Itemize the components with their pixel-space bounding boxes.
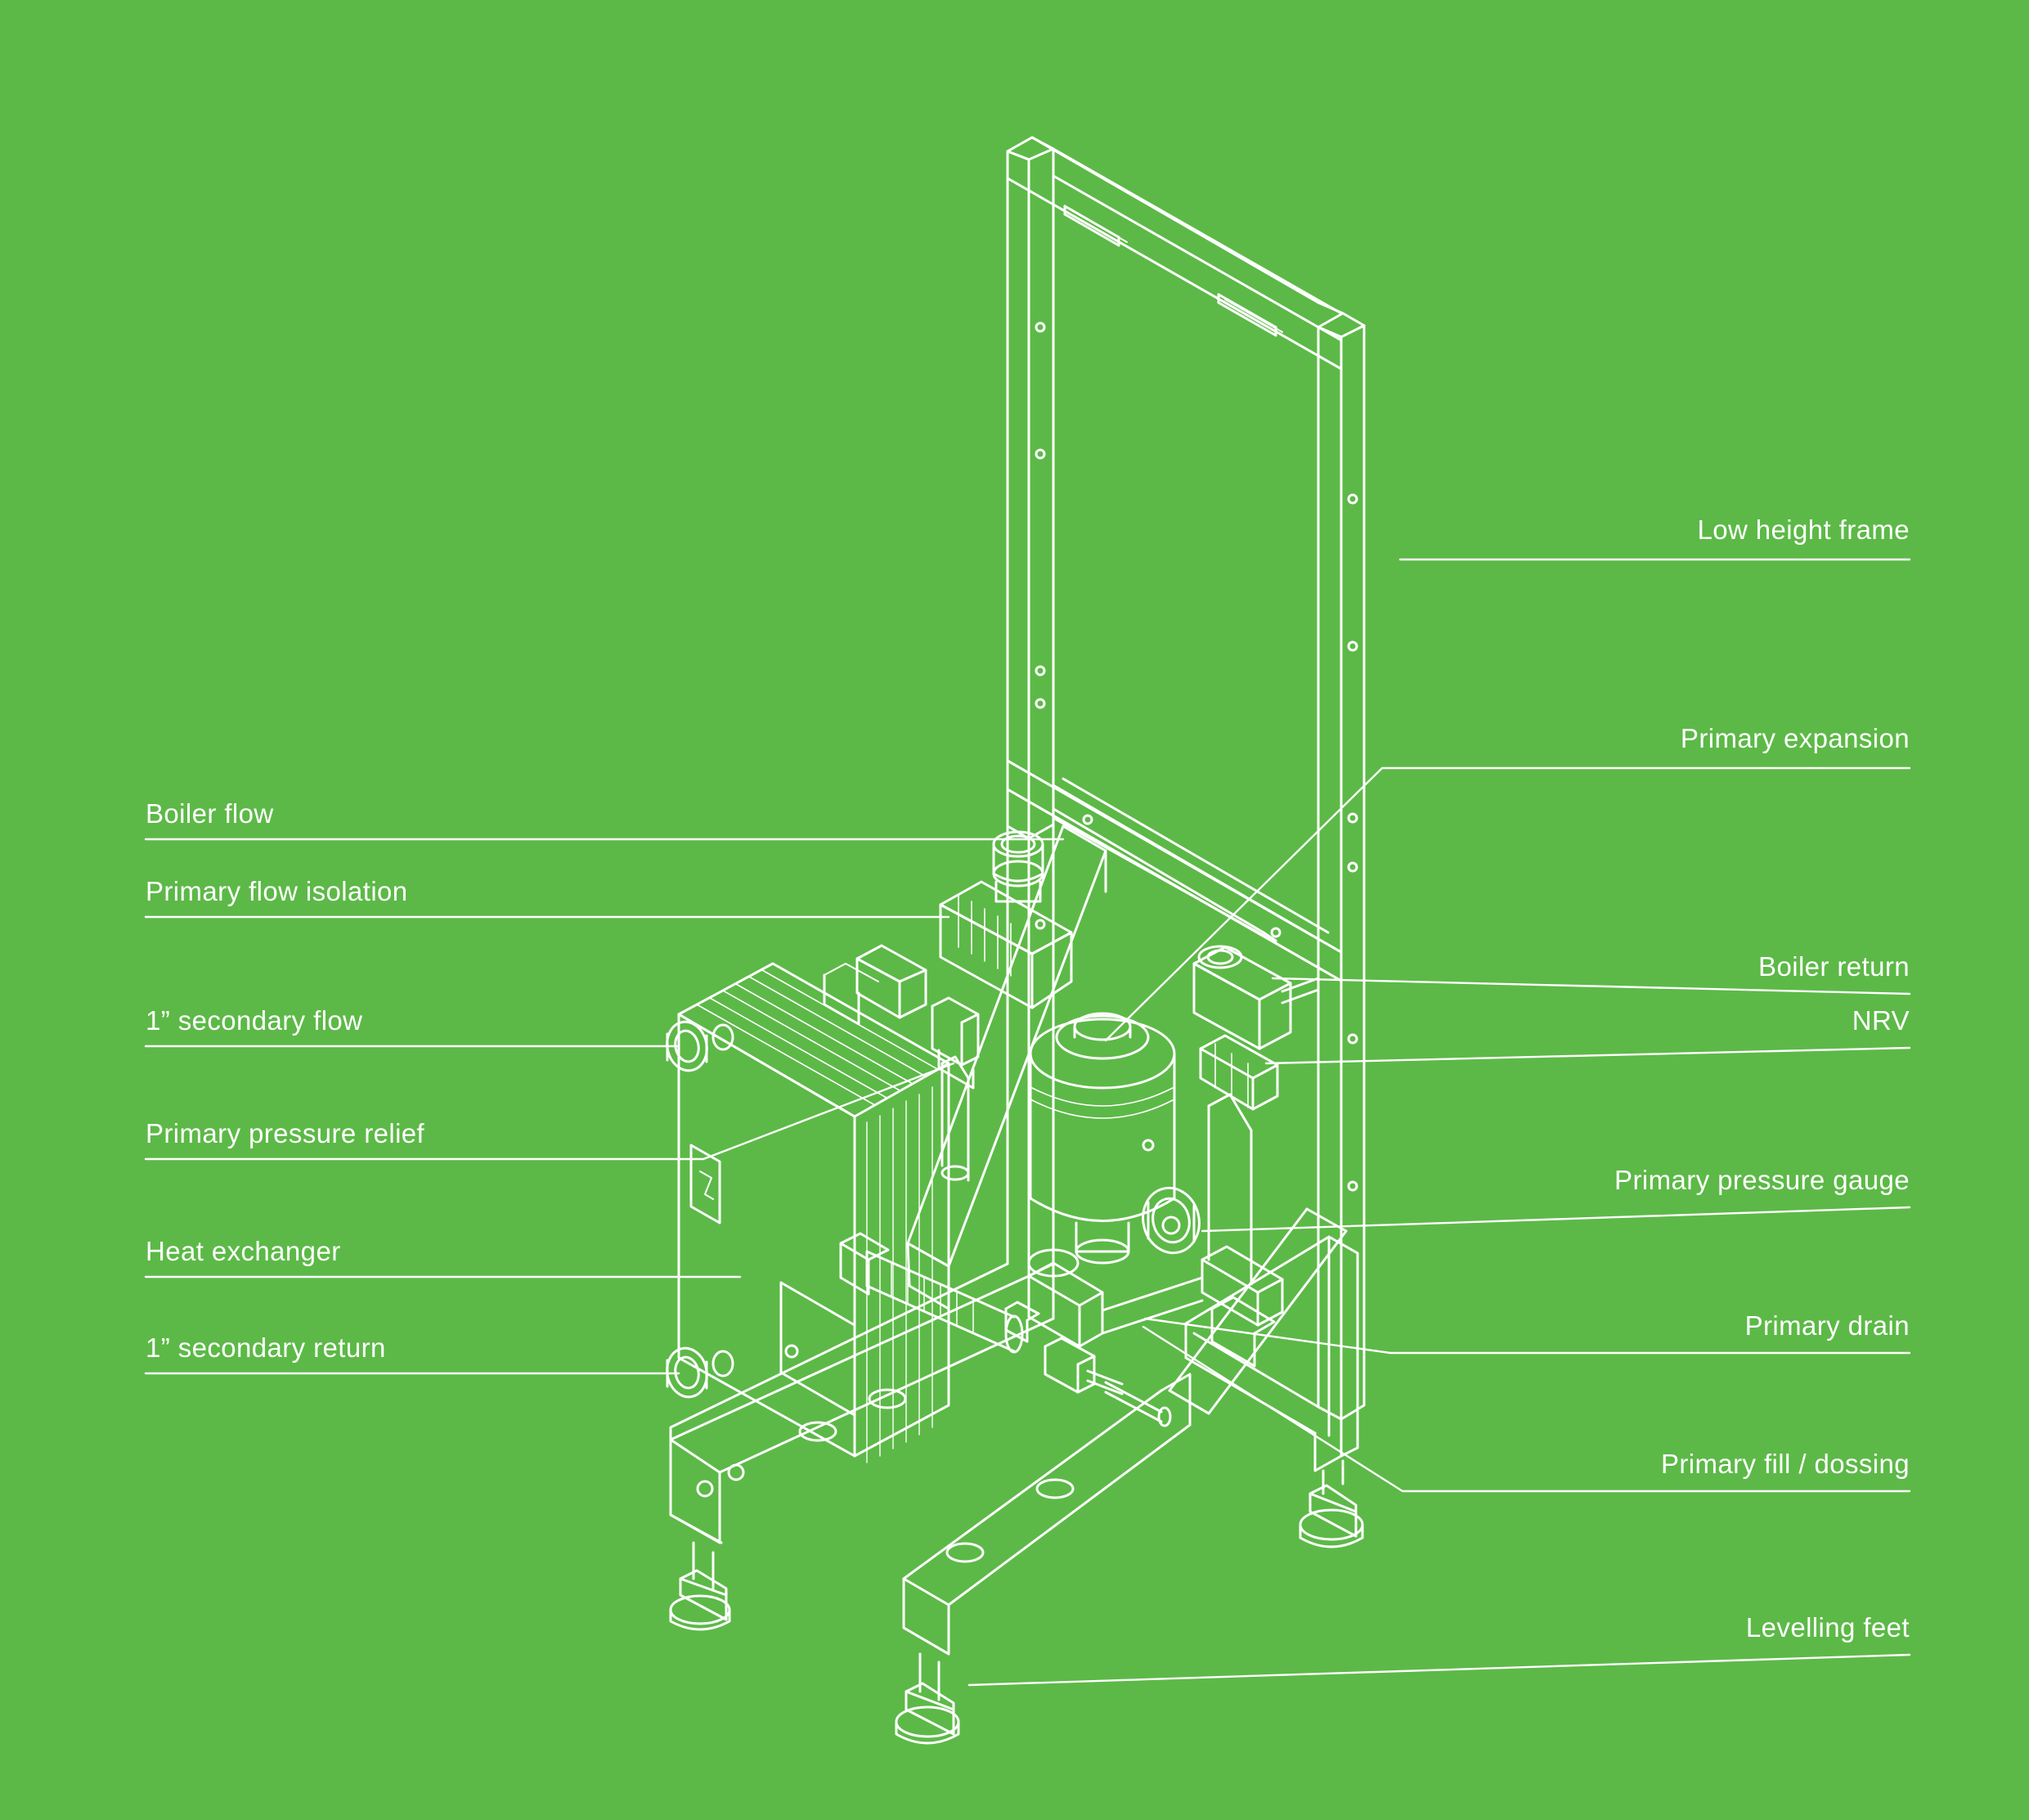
base-rail-left	[671, 1264, 1053, 1629]
callout-label-secondary-flow[interactable]: 1” secondary flow	[146, 1005, 363, 1036]
callout-leaders-left	[146, 839, 1063, 1373]
base-rail-front	[896, 1374, 1190, 1743]
callout-label-secondary-return[interactable]: 1” secondary return	[146, 1332, 386, 1363]
callout-label-primary-pressure-gauge[interactable]: Primary pressure gauge	[1614, 1165, 1910, 1195]
callout-label-primary-drain[interactable]: Primary drain	[1744, 1310, 1910, 1341]
callout-label-boiler-flow[interactable]: Boiler flow	[146, 798, 274, 829]
callout-label-heat-exchanger[interactable]: Heat exchanger	[146, 1236, 341, 1266]
callout-label-primary-fill-dossing[interactable]: Primary fill / dossing	[1660, 1449, 1910, 1479]
callout-label-primary-flow-isolation[interactable]: Primary flow isolation	[146, 876, 408, 906]
callout-label-nrv[interactable]: NRV	[1852, 1005, 1910, 1036]
callout-label-boiler-return[interactable]: Boiler return	[1758, 951, 1910, 982]
heat-exchanger-graphic	[662, 964, 949, 1463]
callout-label-primary-pressure-relief[interactable]: Primary pressure relief	[146, 1118, 425, 1148]
lower-manifold	[841, 1217, 1202, 1426]
callout-label-levelling-feet[interactable]: Levelling feet	[1745, 1612, 1910, 1642]
callout-label-primary-expansion[interactable]: Primary expansion	[1680, 723, 1910, 753]
callout-label-low-height-frame[interactable]: Low height frame	[1697, 515, 1910, 545]
